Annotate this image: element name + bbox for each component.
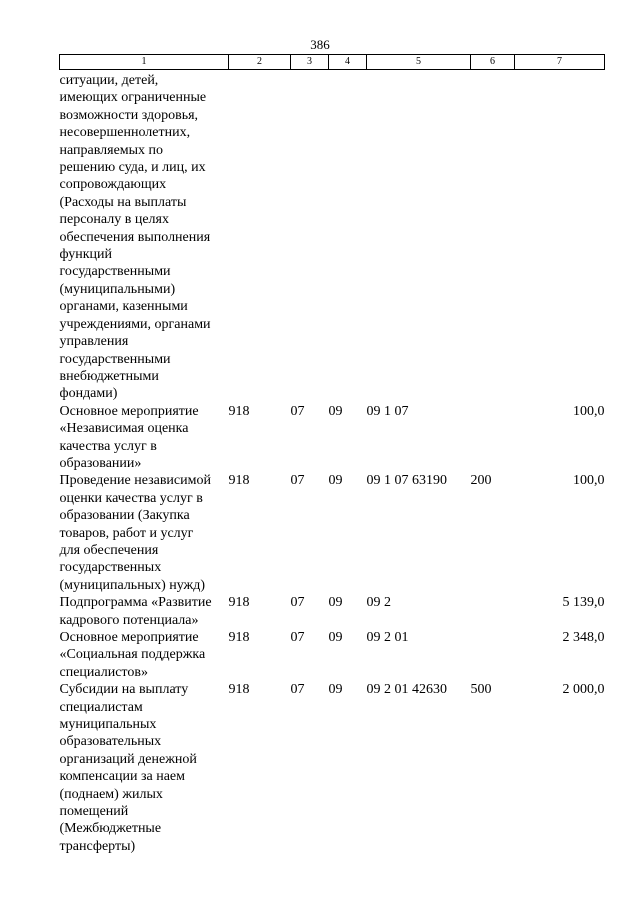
row-name-cell: Проведение независимой оценки качества услуг в образовании (Закупка товаров, работ и услуг для обеспечения государственных (муниципальных) нужд) — [59, 473, 211, 593]
section-cell — [291, 70, 329, 403]
column-header-6: 6 — [471, 55, 515, 70]
column-header-1: 1 — [60, 55, 229, 70]
amount-cell: 2 000,0 — [562, 682, 605, 698]
admin-code-cell: 918 — [228, 473, 250, 489]
table-row — [60, 629, 605, 681]
section-cell: 07 — [290, 403, 305, 419]
admin-code-cell: 918 — [228, 630, 250, 645]
section-cell: 07 — [290, 630, 305, 645]
expense-type-cell — [471, 594, 515, 629]
expense-type-cell — [471, 403, 515, 473]
header-row — [60, 55, 605, 70]
table-body — [60, 70, 605, 856]
subsection-cell: 09 — [328, 473, 343, 489]
target-article-cell: 09 1 07 63190 — [366, 473, 447, 489]
target-article-cell — [367, 70, 471, 403]
admin-code-cell — [229, 70, 291, 403]
amount-cell: 100,0 — [573, 473, 605, 489]
admin-code-cell: 918 — [228, 403, 250, 419]
target-article-cell: 09 2 01 42630 — [366, 682, 447, 698]
column-header-2: 2 — [229, 55, 291, 70]
section-cell: 07 — [290, 595, 305, 611]
table-header — [60, 55, 605, 70]
amount-cell — [515, 70, 605, 403]
table-row — [60, 403, 605, 473]
page-number: 386 — [310, 37, 330, 52]
admin-code-cell: 918 — [228, 682, 250, 698]
amount-cell: 100,0 — [573, 403, 605, 419]
subsection-cell: 09 — [328, 403, 343, 419]
row-name-cell: Подпрограмма «Развитие кадрового потенциала» — [59, 595, 212, 628]
section-cell: 07 — [290, 682, 305, 698]
amount-cell: 2 348,0 — [562, 630, 605, 645]
row-name-cell: ситуации, детей, имеющих ограниченные возможности здоровья, несовершеннолетних, направляемых по решению суда, и лиц, их сопровождающих (Расходы на выплаты персоналу в целях обеспечения выполнения функций государственными (муниципальными) органами, казенными учреждениями, органами управления государственными внебюджетными фондами) — [59, 73, 211, 402]
row-name-cell: Основное мероприятие «Независимая оценка качества услуг в образовании» — [59, 403, 199, 471]
table-row — [60, 472, 605, 594]
target-article-cell: 09 2 01 — [366, 630, 409, 645]
expense-type-cell — [471, 629, 515, 681]
row-name-cell: Основное мероприятие «Социальная поддержка специалистов» — [59, 630, 206, 680]
amount-cell: 5 139,0 — [562, 595, 605, 611]
table-row — [60, 70, 605, 403]
target-article-cell: 09 2 — [366, 595, 391, 611]
budget-table — [59, 54, 605, 855]
subsection-cell: 09 — [328, 595, 343, 611]
subsection-cell — [329, 70, 367, 403]
column-header-3: 3 — [291, 55, 329, 70]
expense-type-cell — [471, 70, 515, 403]
subsection-cell: 09 — [328, 630, 343, 645]
row-name-cell: Субсидии на выплату специалистам муниципальных образовательных организаций денежной компенсации за наем (поднаем) жилых помещений (Межбюджетные трансферты) — [59, 682, 197, 854]
target-article-cell: 09 1 07 — [366, 403, 409, 419]
table-row — [60, 681, 605, 855]
column-header-4: 4 — [329, 55, 367, 70]
column-header-5: 5 — [367, 55, 471, 70]
column-header-7: 7 — [515, 55, 605, 70]
subsection-cell: 09 — [328, 682, 343, 698]
expense-type-cell: 200 — [470, 473, 492, 489]
admin-code-cell: 918 — [228, 595, 250, 611]
expense-type-cell: 500 — [470, 682, 492, 698]
table-row — [60, 594, 605, 629]
section-cell: 07 — [290, 473, 305, 489]
